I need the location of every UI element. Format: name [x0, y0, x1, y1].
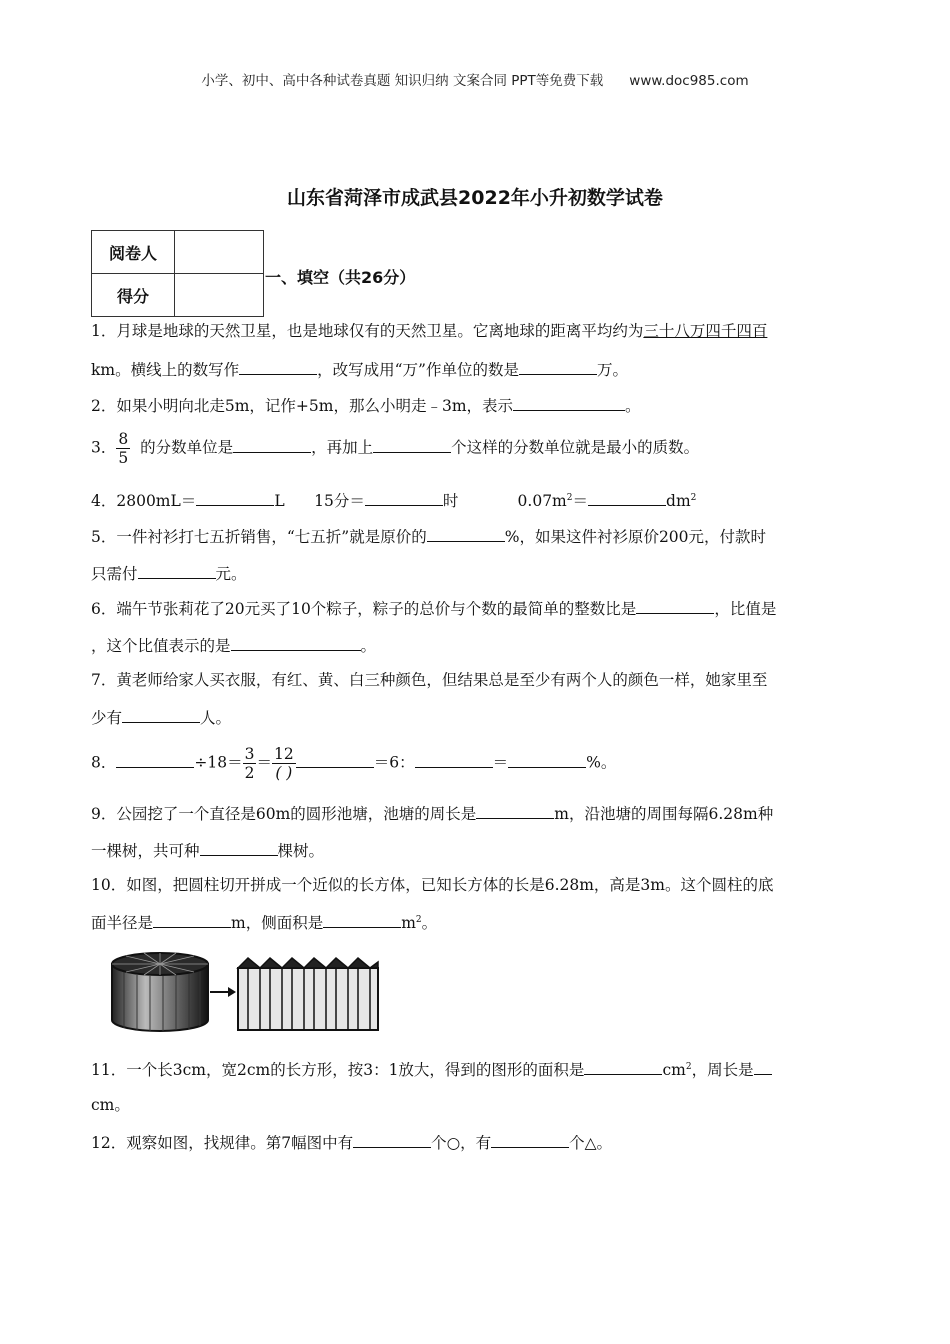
q12-line: 12．观察如图，找规律。第7幅图中有 个○，有 个△。: [91, 1131, 612, 1153]
q1-line2: km。横线上的数写作 ，改写成用“万”作单位的数是 万。: [91, 358, 628, 380]
q7-blank[interactable]: [122, 706, 200, 723]
q11-blank-1[interactable]: [584, 1058, 662, 1075]
score-cell: [175, 274, 264, 317]
score-table: [91, 230, 264, 317]
q6-line2: ，这个比值表示的是 。: [91, 634, 376, 656]
q1-line1: 1．月球是地球的天然卫星，也是地球仅有的天然卫星。它离地球的距离平均约为三十八万四千四百: [91, 322, 768, 340]
q11-line1: 11．一个长3cm，宽2cm的长方形，按3：1放大，得到的图形的面积是 $cm^2$，周长是: [91, 1058, 772, 1080]
q1-blank-1[interactable]: [239, 358, 317, 375]
q8-blank-1[interactable]: [116, 751, 194, 768]
q12-blank-1[interactable]: [353, 1131, 431, 1148]
q11-line2: cm。: [91, 1096, 130, 1114]
score-label: 得分: [92, 274, 175, 317]
q4-blank-2[interactable]: [365, 489, 443, 506]
section-heading: 一、填空（共26分）: [265, 268, 416, 287]
q6-line1: 6．端午节张莉花了20元买了10个粽子，粽子的总价与个数的最简单的整数比是 ，比值是: [91, 597, 776, 619]
q10-line1: 10．如图，把圆柱切开拼成一个近似的长方体，已知长方体的长是6.28m，高是3m。这个圆柱的底: [91, 876, 774, 894]
q5-blank-2[interactable]: [138, 562, 216, 579]
q6-blank-2[interactable]: [231, 634, 361, 651]
q3-line: 3． $\frac{8}{5}$ 的分数单位是 ，再加上 个这样的分数单位就是最小的质数。: [91, 430, 700, 467]
exam-title: 山东省菏泽市成武县2022年小升初数学试卷: [287, 187, 663, 209]
q7-line1: 7．黄老师给家人买衣服，有红、黄、白三种颜色，但结果总是至少有两个人的颜色一样，她家里至: [91, 671, 768, 689]
q2-blank[interactable]: [513, 394, 625, 411]
q3-blank-2[interactable]: [373, 436, 451, 453]
q8-blank-2[interactable]: [296, 751, 374, 768]
header-site-link[interactable]: www.doc985.com: [629, 73, 749, 89]
q8-blank-4[interactable]: [508, 751, 586, 768]
q12-blank-2[interactable]: [491, 1131, 569, 1148]
q7-line2: 少有 人。: [91, 706, 231, 728]
page-header: [0, 69, 950, 89]
q2-line: 2．如果小明向北走5m，记作+5m，那么小明走﹣3m，表示 。: [91, 394, 641, 416]
q10-blank-2[interactable]: [323, 911, 401, 928]
q10-blank-1[interactable]: [153, 911, 231, 928]
q4-blank-1[interactable]: [196, 489, 274, 506]
q3-fraction: $\frac{8}{5}$: [118, 430, 129, 467]
q6-blank-1[interactable]: [636, 597, 714, 614]
q11-blank-2[interactable]: [754, 1058, 772, 1075]
q5-line2: 只需付 元。: [91, 562, 247, 584]
q8-blank-3[interactable]: [415, 751, 493, 768]
q1-blank-2[interactable]: [519, 358, 597, 375]
header-text: 小学、初中、高中各种试卷真题 知识归纳 文案合同 PPT等免费下载: [201, 73, 604, 89]
cylinder-shape: [112, 953, 208, 1031]
q9-blank-1[interactable]: [476, 802, 554, 819]
reviewer-cell: [175, 231, 264, 274]
q10-line2: 面半径是 m，侧面积是 $m^2$。: [91, 911, 437, 933]
q3-blank-1[interactable]: [233, 436, 311, 453]
q8-line: 8． ÷18＝ $\frac{3}{2}$ ＝ $\frac{12}{( )}$ ＝6： ＝ %。: [91, 745, 617, 782]
q9-blank-2[interactable]: [200, 839, 278, 856]
q4-line: 4．2800mL＝ L 15分＝ 时 $0.07m^2= dm^2$: [91, 489, 696, 511]
cylinder-to-cuboid-figure: [110, 950, 385, 1035]
q5-blank-1[interactable]: [427, 525, 505, 542]
q9-line1: 9．公园挖了一个直径是60m的圆形池塘，池塘的周长是 m，沿池塘的周围每隔6.28m种: [91, 802, 773, 824]
arrow: [210, 987, 236, 997]
q5-line1: 5．一件衬衫打七五折销售，“七五折”就是原价的 %，如果这件衬衫原价200元，付款时: [91, 525, 766, 547]
q4-blank-3[interactable]: [588, 489, 666, 506]
q8-fraction-1: $\frac{3}{2}$: [244, 745, 255, 782]
q9-line2: 一棵树，共可种 棵树。: [91, 839, 324, 861]
q1-underlined-number: 三十八万四千四百: [643, 322, 768, 340]
reviewer-label: 阅卷人: [92, 231, 175, 274]
cuboid-shape: [238, 958, 378, 1030]
q8-fraction-2: $\frac{12}{( )}$: [273, 745, 294, 782]
